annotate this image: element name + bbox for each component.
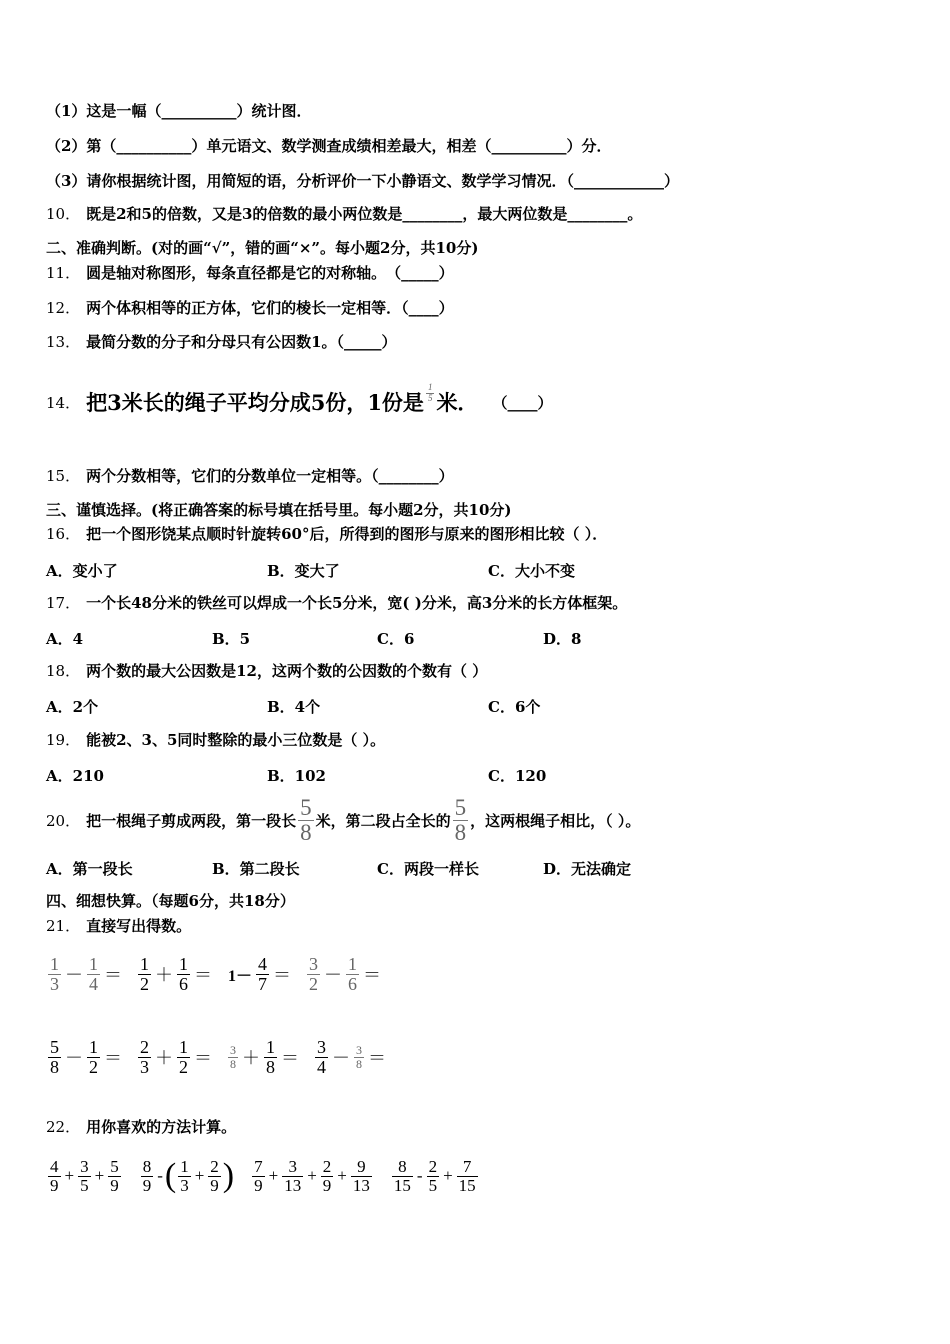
- minus-sign: －: [65, 1048, 83, 1068]
- question-11: [46, 263, 454, 283]
- option-b: B．102: [267, 767, 326, 785]
- question-number: 11．: [46, 264, 81, 282]
- option-c: C．120: [488, 767, 547, 785]
- minus-sign: －: [324, 965, 343, 985]
- plus-sign: +: [194, 1166, 205, 1185]
- fraction: $\frac{5}{9}$: [110, 1156, 119, 1195]
- question-10: [46, 204, 642, 224]
- fraction: $\frac{3}{13}$: [284, 1156, 302, 1195]
- right-parenthesis: ): [222, 1157, 235, 1194]
- fraction: $\frac{8}{15}$: [393, 1156, 411, 1195]
- option-a: A．第一段长: [46, 860, 133, 878]
- option-a: A．210: [46, 767, 104, 785]
- question-15: [46, 466, 454, 486]
- fraction: $\frac{1}{8}$: [266, 1036, 275, 1077]
- minus-sign: －: [332, 1048, 350, 1068]
- question-text: 最简分数的分子和分母只有公因数1。（_____）: [86, 333, 397, 351]
- option-b: B．第二段长: [212, 860, 300, 878]
- question-number: 17．: [46, 594, 81, 612]
- fraction-five-eighths: $\frac{5}{8}$: [300, 795, 312, 846]
- sub-question-3: （3）请你根据统计图，用简短的语，分析评价一下小静语文、数学学习情况．（____________）: [46, 172, 679, 190]
- equals-sign: ＝: [281, 1048, 299, 1068]
- question-text: 直接写出得数。: [86, 917, 192, 935]
- minus-sign: -: [416, 1166, 423, 1185]
- question-text: ，这两根绳子相比，（ ）。: [470, 811, 641, 830]
- section-2-heading: 二、准确判断。(对的画“√”，错的画“×”。每小题2分，共10分): [46, 239, 479, 257]
- section-3-heading: 三、谨慎选择。(将正确答案的标号填在括号里。每小题2分，共10分): [46, 501, 512, 519]
- equals-sign: ＝: [104, 965, 122, 985]
- question-text: 两个分数相等，它们的分数单位一定相等。（________）: [86, 467, 454, 485]
- fraction: $\frac{9}{13}$: [352, 1156, 370, 1195]
- question-14: [46, 378, 552, 428]
- section-4-heading: 四、细想快算。（每题6分，共18分）: [46, 892, 295, 910]
- option-c: C．两段一样长: [377, 860, 479, 878]
- calculation-row: [46, 1150, 480, 1202]
- question-number: 21．: [46, 917, 81, 935]
- fraction: $\frac{3}{8}$: [356, 1042, 362, 1071]
- option-c: C．大小不变: [488, 562, 575, 580]
- question-number: 19．: [46, 731, 81, 749]
- expression: [46, 1038, 124, 1077]
- question-number: 14．: [46, 394, 81, 412]
- question-number: 18．: [46, 662, 81, 680]
- option-a: A．变小了: [46, 562, 118, 580]
- equals-sign: ＝: [368, 1048, 386, 1068]
- option-d: D．无法确定: [543, 860, 632, 878]
- fraction: $\frac{7}{9}$: [254, 1156, 263, 1195]
- question-12: [46, 298, 454, 318]
- fraction: $\frac{1}{2}$: [140, 953, 149, 994]
- minus-sign: -: [157, 1166, 163, 1185]
- fraction-five-eighths: $\frac{5}{8}$: [454, 795, 467, 846]
- option-b: B．变大了: [267, 562, 340, 580]
- question-22: [46, 1117, 236, 1137]
- question-18: [46, 661, 487, 681]
- fraction: $\frac{3}{5}$: [80, 1156, 89, 1195]
- equals-sign: ＝: [363, 965, 382, 985]
- question-text: 米，第二段占全长的: [315, 811, 451, 830]
- plus-sign: ＋: [242, 1048, 260, 1068]
- fraction: $\frac{7}{15}$: [458, 1156, 476, 1195]
- plus-sign: +: [443, 1166, 453, 1185]
- expression: [226, 1038, 301, 1077]
- question-17: [46, 593, 627, 613]
- option-c: C．6个: [488, 698, 541, 716]
- question-number: 10．: [46, 205, 81, 223]
- sub-question-2: （2）第（__________）单元语文、数学测查成绩相差最大，相差（__________）分．: [46, 137, 612, 155]
- question-number: 22．: [46, 1118, 81, 1136]
- question-number: 20．: [46, 811, 81, 830]
- fraction: $\frac{1}{3}$: [180, 1156, 189, 1195]
- fraction: $\frac{3}{4}$: [317, 1036, 326, 1077]
- plus-sign: +: [268, 1166, 279, 1185]
- left-parenthesis: (: [164, 1157, 177, 1194]
- expression: [313, 1038, 388, 1077]
- fraction: $\frac{4}{9}$: [50, 1156, 59, 1195]
- fraction: $\frac{3}{8}$: [230, 1042, 236, 1071]
- minus-sign: －: [65, 965, 83, 985]
- plus-sign: ＋: [155, 965, 173, 985]
- expression: [136, 1038, 214, 1077]
- expression: [390, 1158, 480, 1195]
- question-text: 把一根绳子剪成两段，第一段长: [86, 811, 297, 830]
- equals-sign: ＝: [273, 965, 292, 985]
- question-text: 圆是轴对称图形，每条直径都是它的对称轴。 （_____）: [86, 264, 454, 282]
- question-number: 12．: [46, 299, 81, 317]
- expression: [136, 955, 214, 994]
- mental-math-row-1: [46, 950, 383, 998]
- question-20: [46, 796, 640, 845]
- equals-sign: ＝: [194, 965, 212, 985]
- expression: [46, 1158, 123, 1195]
- question-text-unit: 米．: [436, 390, 479, 415]
- fraction: $\frac{5}{8}$: [50, 1036, 59, 1077]
- plus-sign: +: [337, 1166, 347, 1185]
- fraction: $\frac{1}{6}$: [348, 953, 358, 994]
- expression: [250, 1158, 374, 1195]
- fraction: $\frac{4}{7}$: [258, 953, 268, 994]
- answer-blank: （____）: [492, 394, 553, 412]
- expression: [46, 955, 124, 994]
- question-number: 13．: [46, 333, 81, 351]
- fraction: $\frac{1}{2}$: [89, 1036, 98, 1077]
- question-number: 15．: [46, 467, 81, 485]
- option-d: D．8: [543, 630, 582, 648]
- plus-sign: +: [64, 1166, 75, 1185]
- equals-sign: ＝: [104, 1048, 122, 1068]
- option-a: A．4: [46, 630, 84, 648]
- question-text: 一个长48分米的铁丝可以焊成一个长5分米，宽( )分米，高3分米的长方体框架。: [86, 594, 628, 612]
- question-16: [46, 524, 607, 544]
- fraction: $\frac{2}{9}$: [210, 1156, 219, 1195]
- fraction-one-fifth: $\frac{1}{5}$: [427, 382, 433, 403]
- question-21: [46, 916, 191, 936]
- plus-sign: +: [94, 1166, 105, 1185]
- question-text: 把3米长的绳子平均分成5份，1份是: [86, 390, 424, 415]
- fraction: $\frac{1}{4}$: [89, 953, 98, 994]
- plus-sign: ＋: [155, 1048, 173, 1068]
- question-text: 两个体积相等的正方体，它们的棱长一定相等．（____）: [86, 299, 454, 317]
- expression: [226, 955, 293, 994]
- fraction: $\frac{2}{3}$: [140, 1036, 149, 1077]
- question-text: 用你喜欢的方法计算。: [86, 1118, 237, 1136]
- option-a: A．2个: [46, 698, 99, 716]
- fraction: $\frac{1}{3}$: [50, 953, 59, 994]
- fraction: $\frac{2}{5}$: [428, 1156, 438, 1195]
- question-text: 既是2和5的倍数，又是3的倍数的最小两位数是________，最大两位数是________。: [86, 205, 643, 223]
- plus-sign: +: [307, 1166, 317, 1185]
- expression: [139, 1158, 234, 1195]
- option-b: B．5: [212, 630, 251, 648]
- question-text: 把一个图形饶某点顺时针旋转60°后，所得到的图形与原来的图形相比较（ ）．: [86, 525, 608, 543]
- fraction: $\frac{2}{9}$: [322, 1156, 332, 1195]
- question-13: [46, 332, 397, 352]
- expression: [305, 955, 383, 994]
- fraction: $\frac{1}{6}$: [179, 953, 188, 994]
- question-text: 两个数的最大公因数是12，这两个数的公因数的个数有（ ）: [86, 662, 488, 680]
- fraction: $\frac{1}{2}$: [179, 1036, 188, 1077]
- mental-math-row-2: [46, 1033, 388, 1081]
- sub-question-1: （1）这是一幅（__________）统计图．: [46, 102, 312, 120]
- equals-sign: ＝: [194, 1048, 212, 1068]
- fraction: $\frac{8}{9}$: [142, 1156, 152, 1195]
- fraction: $\frac{3}{2}$: [309, 953, 319, 994]
- question-19: [46, 730, 385, 750]
- option-b: B．4个: [267, 698, 321, 716]
- option-c: C．6: [377, 630, 415, 648]
- one-minus: 1－: [228, 967, 253, 985]
- question-text: 能被2、3、5同时整除的最小三位数是（ ）。: [86, 731, 386, 749]
- question-number: 16．: [46, 525, 81, 543]
